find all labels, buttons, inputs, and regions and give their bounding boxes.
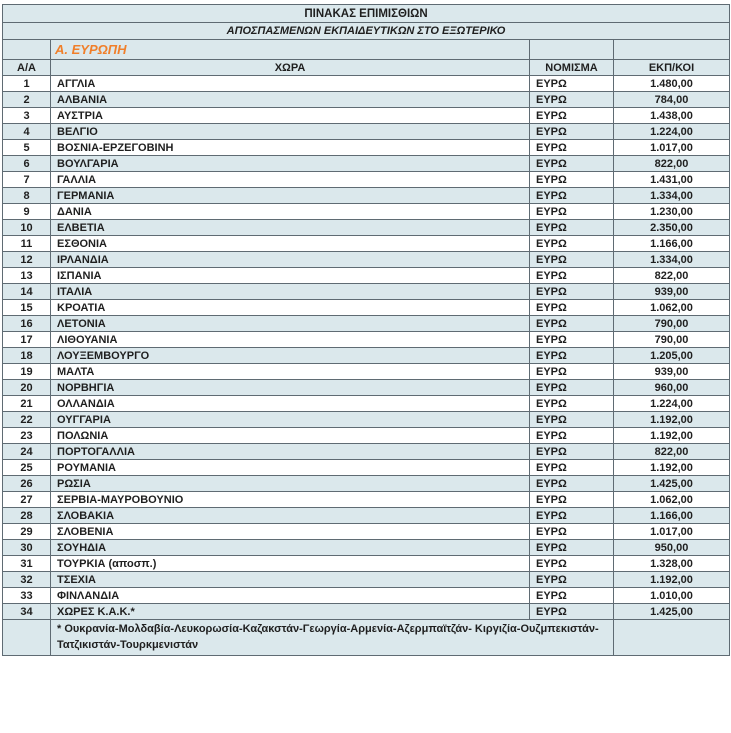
row-country: ΣΕΡΒΙΑ-ΜΑΥΡΟΒΟΥΝΙΟ — [51, 492, 530, 508]
row-currency: ΕΥΡΩ — [530, 316, 614, 332]
row-country: ΧΩΡΕΣ Κ.Α.Κ.* — [51, 604, 530, 620]
row-amount: 1.224,00 — [614, 396, 730, 412]
row-currency: ΕΥΡΩ — [530, 92, 614, 108]
row-amount: 939,00 — [614, 284, 730, 300]
table-title: ΠΙΝΑΚΑΣ ΕΠΙΜΙΣΘΙΩΝ — [3, 5, 730, 23]
row-index: 14 — [3, 284, 51, 300]
row-amount: 822,00 — [614, 268, 730, 284]
row-country: ΤΣΕΧΙΑ — [51, 572, 530, 588]
table-row — [3, 492, 730, 508]
row-currency: ΕΥΡΩ — [530, 588, 614, 604]
table-row — [3, 380, 730, 396]
table-row — [3, 604, 730, 620]
empty-cell — [614, 620, 730, 656]
row-amount: 1.328,00 — [614, 556, 730, 572]
row-country: ΚΡΟΑΤΙΑ — [51, 300, 530, 316]
row-currency: ΕΥΡΩ — [530, 396, 614, 412]
row-currency: ΕΥΡΩ — [530, 108, 614, 124]
row-currency: ΕΥΡΩ — [530, 492, 614, 508]
row-country: ΣΛΟΒΑΚΙΑ — [51, 508, 530, 524]
row-index: 33 — [3, 588, 51, 604]
row-amount: 790,00 — [614, 316, 730, 332]
table-row — [3, 412, 730, 428]
row-currency: ΕΥΡΩ — [530, 476, 614, 492]
table-row — [3, 316, 730, 332]
table-row — [3, 188, 730, 204]
empty-cell — [614, 40, 730, 60]
row-currency: ΕΥΡΩ — [530, 220, 614, 236]
table-row — [3, 284, 730, 300]
row-index: 19 — [3, 364, 51, 380]
row-amount: 1.334,00 — [614, 252, 730, 268]
row-index: 28 — [3, 508, 51, 524]
row-country: ΡΟΥΜΑΝΙΑ — [51, 460, 530, 476]
row-amount: 1.017,00 — [614, 140, 730, 156]
row-currency: ΕΥΡΩ — [530, 188, 614, 204]
row-amount: 950,00 — [614, 540, 730, 556]
row-amount: 1.062,00 — [614, 300, 730, 316]
row-index: 2 — [3, 92, 51, 108]
row-index: 31 — [3, 556, 51, 572]
row-amount: 822,00 — [614, 156, 730, 172]
table-row — [3, 300, 730, 316]
table-row — [3, 268, 730, 284]
row-country: ΙΣΠΑΝΙΑ — [51, 268, 530, 284]
column-headers — [3, 60, 730, 76]
row-index: 18 — [3, 348, 51, 364]
row-country: ΛΟΥΞΕΜΒΟΥΡΓΟ — [51, 348, 530, 364]
row-amount: 1.425,00 — [614, 604, 730, 620]
row-index: 15 — [3, 300, 51, 316]
row-index: 4 — [3, 124, 51, 140]
empty-cell — [3, 40, 51, 60]
row-country: ΔΑΝΙΑ — [51, 204, 530, 220]
row-currency: ΕΥΡΩ — [530, 412, 614, 428]
table-row — [3, 172, 730, 188]
row-index: 1 — [3, 76, 51, 92]
row-index: 24 — [3, 444, 51, 460]
row-index: 8 — [3, 188, 51, 204]
table-row — [3, 572, 730, 588]
row-amount: 1.166,00 — [614, 236, 730, 252]
row-country: ΣΛΟΒΕΝΙΑ — [51, 524, 530, 540]
row-country: ΒΕΛΓΙΟ — [51, 124, 530, 140]
row-amount: 1.192,00 — [614, 460, 730, 476]
row-index: 12 — [3, 252, 51, 268]
table-row — [3, 124, 730, 140]
row-currency: ΕΥΡΩ — [530, 348, 614, 364]
row-currency: ΕΥΡΩ — [530, 204, 614, 220]
row-amount: 1.480,00 — [614, 76, 730, 92]
row-index: 17 — [3, 332, 51, 348]
table-row — [3, 332, 730, 348]
row-currency: ΕΥΡΩ — [530, 156, 614, 172]
row-index: 26 — [3, 476, 51, 492]
footnote-row — [3, 620, 730, 656]
row-index: 13 — [3, 268, 51, 284]
row-currency: ΕΥΡΩ — [530, 556, 614, 572]
row-index: 21 — [3, 396, 51, 412]
row-index: 29 — [3, 524, 51, 540]
row-amount: 960,00 — [614, 380, 730, 396]
table-row — [3, 236, 730, 252]
table-row — [3, 252, 730, 268]
row-index: 11 — [3, 236, 51, 252]
row-country: ΕΛΒΕΤΙΑ — [51, 220, 530, 236]
row-currency: ΕΥΡΩ — [530, 124, 614, 140]
table-row — [3, 476, 730, 492]
table-row — [3, 108, 730, 124]
row-currency: ΕΥΡΩ — [530, 460, 614, 476]
row-amount: 1.062,00 — [614, 492, 730, 508]
row-country: ΒΟΣΝΙΑ-ΕΡΖΕΓΟΒΙΝΗ — [51, 140, 530, 156]
empty-cell — [3, 620, 51, 656]
row-currency: ΕΥΡΩ — [530, 428, 614, 444]
row-index: 16 — [3, 316, 51, 332]
row-index: 9 — [3, 204, 51, 220]
row-country: ΠΟΡΤΟΓΑΛΛΙΑ — [51, 444, 530, 460]
row-country: ΑΓΓΛΙΑ — [51, 76, 530, 92]
row-amount: 1.431,00 — [614, 172, 730, 188]
table-row — [3, 588, 730, 604]
row-currency: ΕΥΡΩ — [530, 76, 614, 92]
row-index: 20 — [3, 380, 51, 396]
row-amount: 1.438,00 — [614, 108, 730, 124]
row-country: ΙΡΛΑΝΔΙΑ — [51, 252, 530, 268]
row-amount: 822,00 — [614, 444, 730, 460]
row-country: ΑΥΣΤΡΙΑ — [51, 108, 530, 124]
table-row — [3, 460, 730, 476]
table-row — [3, 444, 730, 460]
row-currency: ΕΥΡΩ — [530, 380, 614, 396]
row-currency: ΕΥΡΩ — [530, 364, 614, 380]
row-country: ΦΙΝΛΑΝΔΙΑ — [51, 588, 530, 604]
row-index: 34 — [3, 604, 51, 620]
table-row — [3, 364, 730, 380]
row-currency: ΕΥΡΩ — [530, 236, 614, 252]
row-currency: ΕΥΡΩ — [530, 572, 614, 588]
row-amount: 939,00 — [614, 364, 730, 380]
row-country: ΟΛΛΑΝΔΙΑ — [51, 396, 530, 412]
row-index: 23 — [3, 428, 51, 444]
region-label: Α. ΕΥΡΩΠΗ — [51, 40, 530, 60]
row-amount: 1.010,00 — [614, 588, 730, 604]
empty-cell — [530, 40, 614, 60]
row-currency: ΕΥΡΩ — [530, 332, 614, 348]
table-row — [3, 92, 730, 108]
table-row — [3, 508, 730, 524]
row-currency: ΕΥΡΩ — [530, 540, 614, 556]
row-country: ΛΕΤΟΝΙΑ — [51, 316, 530, 332]
table-row — [3, 140, 730, 156]
row-currency: ΕΥΡΩ — [530, 140, 614, 156]
row-currency: ΕΥΡΩ — [530, 172, 614, 188]
row-index: 6 — [3, 156, 51, 172]
row-index: 5 — [3, 140, 51, 156]
row-country: ΛΙΘΟΥΑΝΙΑ — [51, 332, 530, 348]
row-country: ΠΟΛΩΝΙΑ — [51, 428, 530, 444]
row-country: ΤΟΥΡΚΙΑ (αποσπ.) — [51, 556, 530, 572]
row-currency: ΕΥΡΩ — [530, 524, 614, 540]
header-currency: ΝΟΜΙΣΜΑ — [530, 60, 614, 76]
row-country: ΓΕΡΜΑΝΙΑ — [51, 188, 530, 204]
row-country: ΑΛΒΑΝΙΑ — [51, 92, 530, 108]
table-row — [3, 220, 730, 236]
row-currency: ΕΥΡΩ — [530, 604, 614, 620]
row-amount: 790,00 — [614, 332, 730, 348]
row-country: ΣΟΥΗΔΙΑ — [51, 540, 530, 556]
row-amount: 1.192,00 — [614, 428, 730, 444]
footnote-text: * Ουκρανία-Μολδαβία-Λευκορωσία-Καζακστάν-Γεωργία-Αρμενία-Αζερμπαϊτζάν- Κιργιζία-Ουζμπεκιστάν-Τατζικιστάν-Τουρκμενιστάν — [51, 620, 614, 656]
row-amount: 784,00 — [614, 92, 730, 108]
row-amount: 1.205,00 — [614, 348, 730, 364]
row-country: ΓΑΛΛΙΑ — [51, 172, 530, 188]
row-index: 25 — [3, 460, 51, 476]
row-index: 7 — [3, 172, 51, 188]
table-row — [3, 428, 730, 444]
row-country: ΒΟΥΛΓΑΡΙΑ — [51, 156, 530, 172]
allowance-table — [2, 4, 730, 656]
row-country: ΝΟΡΒΗΓΙΑ — [51, 380, 530, 396]
row-country: ΙΤΑΛΙΑ — [51, 284, 530, 300]
row-currency: ΕΥΡΩ — [530, 252, 614, 268]
row-country: ΜΑΛΤΑ — [51, 364, 530, 380]
row-amount: 1.230,00 — [614, 204, 730, 220]
row-country: ΟΥΓΓΑΡΙΑ — [51, 412, 530, 428]
table-row — [3, 204, 730, 220]
table-row — [3, 76, 730, 92]
row-amount: 1.166,00 — [614, 508, 730, 524]
row-amount: 1.334,00 — [614, 188, 730, 204]
row-amount: 1.425,00 — [614, 476, 730, 492]
header-index: Α/Α — [3, 60, 51, 76]
row-amount: 1.192,00 — [614, 412, 730, 428]
row-currency: ΕΥΡΩ — [530, 508, 614, 524]
row-amount: 1.017,00 — [614, 524, 730, 540]
row-index: 3 — [3, 108, 51, 124]
row-index: 30 — [3, 540, 51, 556]
row-index: 10 — [3, 220, 51, 236]
table-subtitle: ΑΠΟΣΠΑΣΜΕΝΩΝ ΕΚΠΑΙΔΕΥΤΙΚΩΝ ΣΤΟ ΕΞΩΤΕΡΙΚΟ — [3, 23, 730, 40]
header-amount: ΕΚΠ/ΚΟΙ — [614, 60, 730, 76]
row-index: 22 — [3, 412, 51, 428]
table-row — [3, 348, 730, 364]
row-country: ΡΩΣΙΑ — [51, 476, 530, 492]
row-country: ΕΣΘΟΝΙΑ — [51, 236, 530, 252]
row-amount: 1.224,00 — [614, 124, 730, 140]
table-row — [3, 396, 730, 412]
row-currency: ΕΥΡΩ — [530, 284, 614, 300]
table-row — [3, 524, 730, 540]
header-country: ΧΩΡΑ — [51, 60, 530, 76]
table-row — [3, 540, 730, 556]
row-amount: 1.192,00 — [614, 572, 730, 588]
row-currency: ΕΥΡΩ — [530, 268, 614, 284]
table-row — [3, 156, 730, 172]
row-index: 32 — [3, 572, 51, 588]
row-currency: ΕΥΡΩ — [530, 300, 614, 316]
table-row — [3, 556, 730, 572]
row-index: 27 — [3, 492, 51, 508]
row-currency: ΕΥΡΩ — [530, 444, 614, 460]
row-amount: 2.350,00 — [614, 220, 730, 236]
